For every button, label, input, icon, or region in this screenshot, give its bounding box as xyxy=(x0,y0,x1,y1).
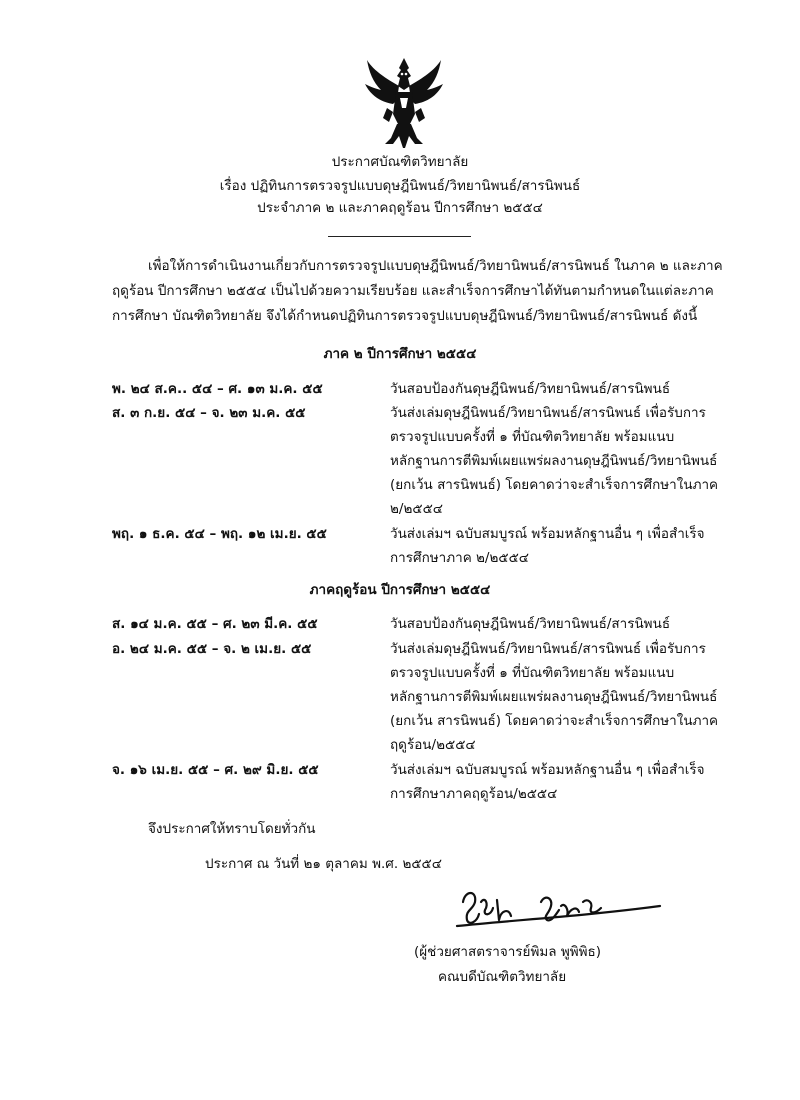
signer-title: คณบดีบัณฑิตวิทยาลัย xyxy=(438,969,567,985)
closing-announcement: จึงประกาศให้ทราบโดยทั่วกัน xyxy=(148,821,316,837)
schedule-event: การศึกษาภาค ๒/๒๕๕๔ xyxy=(390,550,530,566)
handwritten-signature xyxy=(455,880,665,932)
header-divider xyxy=(328,236,471,237)
schedule-event: ฤดูร้อน/๒๕๕๔ xyxy=(390,737,476,753)
schedule-event: หลักฐานการตีพิมพ์เผยแพร่ผลงานดุษฎีนิพนธ์/วิทยานิพนธ์ xyxy=(390,453,718,469)
schedule-event: วันส่งเล่มฯ ฉบับสมบูรณ์ พร้อมหลักฐานอื่น ๆ เพื่อสำเร็จ xyxy=(390,762,705,778)
schedule-date: อ. ๒๔ ม.ค. ๕๕ – จ. ๒ เม.ย. ๕๕ xyxy=(112,641,312,657)
schedule-date: ส. ๑๔ ม.ค. ๕๕ – ศ. ๒๓ มี.ค. ๕๕ xyxy=(112,616,318,632)
garuda-emblem-icon xyxy=(363,56,445,152)
schedule-date: จ. ๑๖ เม.ย. ๕๕ – ศ. ๒๙ มิ.ย. ๕๕ xyxy=(112,762,319,778)
schedule-date: ส. ๓ ก.ย. ๕๔ – จ. ๒๓ ม.ค. ๕๕ xyxy=(112,405,306,421)
section-title-semester-2: ภาค ๒ ปีการศึกษา ๒๕๕๔ xyxy=(323,346,477,362)
section-title-summer: ภาคฤดูร้อน ปีการศึกษา ๒๕๕๔ xyxy=(309,582,491,598)
document-issuer: ประกาศบัณฑิตวิทยาลัย xyxy=(331,154,469,170)
schedule-event: วันสอบป้องกันดุษฎีนิพนธ์/วิทยานิพนธ์/สารนิพนธ์ xyxy=(390,381,671,397)
intro-line: ฤดูร้อน ปีการศึกษา ๒๕๕๔ เป็นไปด้วยความเรียบร้อย และสำเร็จการศึกษาได้ทันตามกำหนดในแต่ละภาค xyxy=(112,283,714,299)
schedule-event: ตรวจรูปแบบครั้งที่ ๑ ที่บัณฑิตวิทยาลัย พร้อมแนบ xyxy=(390,429,675,445)
document-subject: เรื่อง ปฏิทินการตรวจรูปแบบดุษฎีนิพนธ์/วิทยานิพนธ์/สารนิพนธ์ xyxy=(219,178,581,194)
announcement-date: ประกาศ ณ วันที่ ๒๑ ตุลาคม พ.ศ. ๒๕๕๔ xyxy=(205,856,442,872)
schedule-event: วันส่งเล่มฯ ฉบับสมบูรณ์ พร้อมหลักฐานอื่น ๆ เพื่อสำเร็จ xyxy=(390,526,705,542)
schedule-date: พฤ. ๑ ธ.ค. ๕๔ – พฤ. ๑๒ เม.ย. ๕๕ xyxy=(112,526,327,542)
schedule-event: วันส่งเล่มดุษฎีนิพนธ์/วิทยานิพนธ์/สารนิพนธ์ เพื่อรับการ xyxy=(390,641,706,657)
intro-line: การศึกษา บัณฑิตวิทยาลัย จึงได้กำหนดปฏิทินการตรวจรูปแบบดุษฎีนิพนธ์/วิทยานิพนธ์/สารนิพนธ์ ดังนี้ xyxy=(112,308,698,324)
schedule-event: การศึกษาภาคฤดูร้อน/๒๕๕๔ xyxy=(390,786,558,802)
schedule-event: ๒/๒๕๕๔ xyxy=(390,501,443,517)
schedule-event: ตรวจรูปแบบครั้งที่ ๑ ที่บัณฑิตวิทยาลัย พร้อมแนบ xyxy=(390,665,675,681)
schedule-event: วันสอบป้องกันดุษฎีนิพนธ์/วิทยานิพนธ์/สารนิพนธ์ xyxy=(390,616,671,632)
intro-line: เพื่อให้การดำเนินงานเกี่ยวกับการตรวจรูปแบบดุษฎีนิพนธ์/วิทยานิพนธ์/สารนิพนธ์ ในภาค ๒ และภาค xyxy=(148,258,723,274)
signer-name: (ผู้ช่วยศาสตราจารย์พิมล พูพิพิธ) xyxy=(414,944,602,960)
schedule-date: พ. ๒๔ ส.ค.. ๕๔ – ศ. ๑๓ ม.ค. ๕๕ xyxy=(112,381,323,397)
schedule-event: หลักฐานการตีพิมพ์เผยแพร่ผลงานดุษฎีนิพนธ์/วิทยานิพนธ์ xyxy=(390,689,718,705)
schedule-event: (ยกเว้น สารนิพนธ์) โดยคาดว่าจะสำเร็จการศึกษาในภาค xyxy=(390,713,719,729)
schedule-event: (ยกเว้น สารนิพนธ์) โดยคาดว่าจะสำเร็จการศึกษาในภาค xyxy=(390,477,719,493)
schedule-event: วันส่งเล่มดุษฎีนิพนธ์/วิทยานิพนธ์/สารนิพนธ์ เพื่อรับการ xyxy=(390,405,706,421)
document-period: ประจำภาค ๒ และภาคฤดูร้อน ปีการศึกษา ๒๕๕๔ xyxy=(257,200,543,216)
